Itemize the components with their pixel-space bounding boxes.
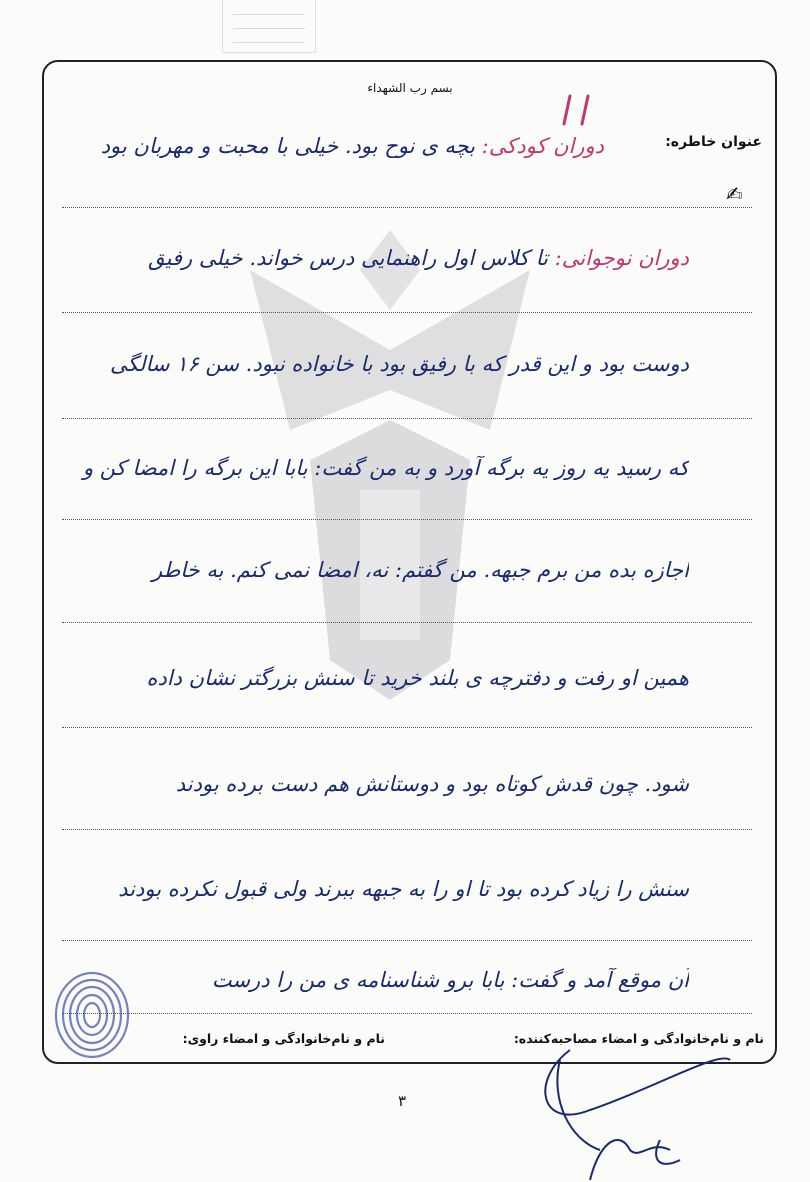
handwritten-line: که رسید یه روز یه برگه آورد و به من گفت: بابا این برگه را امضا کن و <box>82 456 689 480</box>
ruling-line <box>62 1013 752 1014</box>
ruling-line <box>62 940 752 941</box>
interviewer-signature-label: نام و نام‌خانوادگی و امضاء مصاحبه‌کننده: <box>513 1031 764 1046</box>
handwritten-line: دوران نوجوانی: تا کلاس اول راهنمایی درس خواند. خیلی رفیق <box>148 246 689 270</box>
ruling-line <box>62 207 752 208</box>
ruling-line <box>62 519 752 520</box>
handwritten-line: سنش را زیاد کرده بود تا او را به جبهه ببرند ولی قبول نکرده بودند <box>118 877 689 901</box>
ruling-line <box>62 727 752 728</box>
handwritten-line: همین او رفت و دفترچه ی بلند خرید تا سنش بزرگتر نشان داده <box>146 666 689 690</box>
page-number: ۳ <box>398 1092 407 1110</box>
annotation-mark <box>558 92 598 128</box>
handwritten-line: دوست بود و این قدر که با رفیق بود با خانواده نبود. سن ۱۶ سالگی <box>110 352 689 376</box>
fingerprint-icon <box>40 960 150 1070</box>
page-title: بسم رب الشهداء <box>367 81 453 95</box>
handwritten-line: شود. چون قدش کوتاه بود و دوستانش هم دست برده بودند <box>175 772 689 796</box>
ruling-line <box>62 312 752 313</box>
handwritten-line: اجازه بده من برم جبهه. من گفتم: نه، امضا نمی کنم. به خاطر <box>151 558 689 582</box>
pencil-icon: ✍ <box>726 182 743 206</box>
handwritten-line: دوران کودکی: بچه ی نوح بود. خیلی با محبت و مهربان بود <box>100 134 604 158</box>
ruling-line <box>62 418 752 419</box>
corner-stamp <box>222 0 316 53</box>
ruling-line <box>62 622 752 623</box>
signature-icon <box>530 1040 740 1180</box>
ruling-line <box>62 829 752 830</box>
memory-title-label: عنوان خاطره: <box>665 134 762 150</box>
handwritten-line: آن موقع آمد و گفت: بابا برو شناسنامه ی من را درست <box>211 968 689 992</box>
narrator-signature-label: نام و نام‌خانوادگی و امضاء راوی: <box>182 1031 385 1046</box>
